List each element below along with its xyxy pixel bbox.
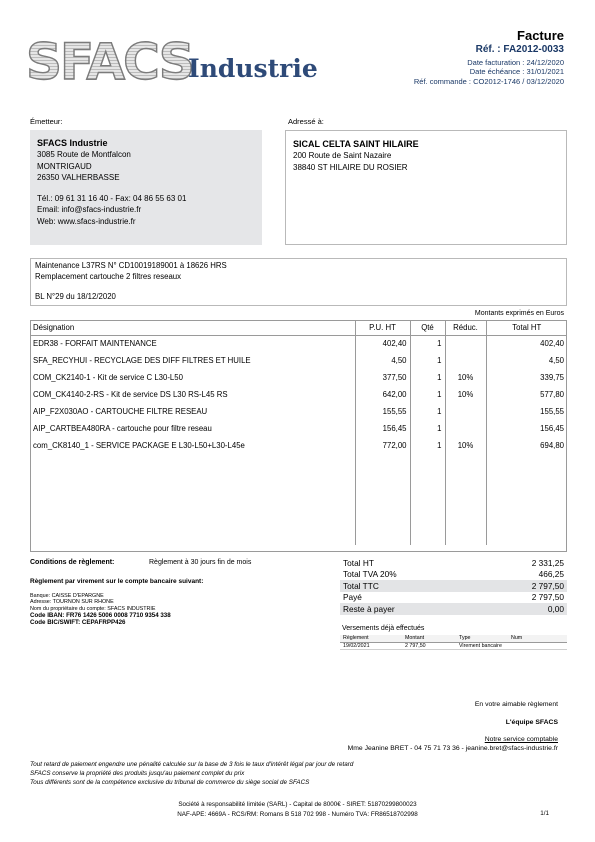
total-label: Payé (343, 592, 362, 603)
row-qty: 1 (410, 420, 445, 437)
emitter-name: SFACS Industrie (37, 138, 108, 148)
row-discount (445, 352, 486, 369)
transfer-title: Règlement par virement sur le compte bancaire suivant: (30, 578, 204, 585)
recipient-name: SICAL CELTA SAINT HILAIRE (293, 139, 419, 149)
row-discount (445, 335, 486, 352)
emitter-address-2: MONTRIGAUD (37, 161, 92, 171)
legal-line-1: Tout retard de paiement engendre une pénalité calculée sur la base de 3 fois le taux d'intérêt légal par jour de retard (30, 761, 354, 768)
note-line-3: BL N°29 du 18/12/2020 (35, 292, 116, 302)
payment-date: 19/02/2021 (340, 642, 402, 650)
row-discount: 10% (445, 386, 486, 403)
col-total: Total HT (486, 320, 567, 335)
col-unit-price: P.U. HT (355, 320, 410, 335)
footer-line-2: NAF-APE: 4669A - RCS/RM: Romans B 518 702 998 - Numéro TVA: FR86518702998 (177, 810, 418, 818)
bank-details (30, 593, 320, 627)
table-row (30, 403, 567, 420)
items-header-row (30, 320, 567, 335)
currency-note: Montants exprimés en Euros (474, 310, 564, 317)
col-payment-num: Num (508, 635, 567, 642)
table-row (30, 386, 567, 403)
row-qty: 1 (410, 369, 445, 386)
row-designation: COM_CK4140-2-RS - Kit de service DS L30 RS-L45 RS (30, 386, 355, 403)
emitter-website: Web: www.sfacs-industrie.fr (37, 216, 136, 226)
payment-type: Virement bancaire (456, 642, 508, 650)
accounting-service: Notre service comptable (484, 736, 558, 743)
row-total: 156,45 (540, 424, 564, 433)
emitter-address-3: 26350 VALHERBASSE (37, 173, 120, 182)
emitter-phone-fax: Tél.: 09 61 31 16 40 - Fax: 04 86 55 63 01 (37, 193, 187, 203)
footer-line-1: Société à responsabilité limitée (SARL) - Capital de 8000€ - SIRET: 51870299800023 (178, 801, 417, 808)
company-footer (0, 800, 595, 819)
row-qty: 1 (410, 335, 445, 352)
row-qty: 1 (410, 403, 445, 420)
row-unit-price: 156,45 (355, 420, 410, 437)
row-discount (445, 403, 486, 420)
payments-header-row (340, 635, 567, 642)
legal-line-3: Tous différents sont de la compétence exclusive du tribunal de commerce du siège social de SFACS (30, 778, 310, 786)
bic-swift: Code BIC/SWIFT: CEPAFRPP426 (30, 619, 126, 627)
col-qty: Qté (410, 320, 445, 335)
accounting-contact: Mme Jeanine BRET - 04 75 71 73 36 - jeanine.bret@sfacs-industrie.fr (347, 745, 558, 752)
row-total: 4,50 (548, 356, 564, 365)
company-logo (26, 34, 318, 90)
bank-name: Banque: CAISSE D'EPARGNE (30, 593, 104, 599)
emitter-label: Émetteur: (30, 117, 63, 126)
recipient-label: Adressé à: (288, 117, 324, 126)
col-designation: Désignation (30, 320, 355, 335)
payment-amount: 2 797,50 (402, 642, 456, 650)
col-discount: Réduc. (445, 320, 486, 335)
payments-title: Versements déjà effectués (342, 625, 425, 632)
total-label: Total TVA 20% (343, 569, 397, 580)
row-discount: 10% (445, 369, 486, 386)
row-unit-price: 4,50 (355, 352, 410, 369)
conditions-value: Règlement à 30 jours fin de mois (149, 559, 252, 566)
closing-greeting: En votre aimable règlement (474, 701, 558, 708)
total-value: 2 331,25 (531, 557, 564, 568)
table-row (30, 335, 567, 352)
bank-address: Adresse: TOURNON SUR RHONE (30, 599, 114, 606)
payments-table (340, 635, 567, 650)
col-payment-amount: Montant (402, 635, 456, 642)
emitter-email: Email: info@sfacs-industrie.fr (37, 205, 142, 214)
total-value: 2 797,50 (531, 592, 564, 603)
row-designation: SFA_RECYHUI - RECYCLAGE DES DIFF FILTRES ET HUILE (30, 352, 355, 369)
row-qty: 1 (410, 386, 445, 403)
note-line-1: Maintenance L37RS N° CD10019189001 à 18626 HRS (35, 261, 227, 270)
table-row (30, 437, 567, 454)
table-row (30, 369, 567, 386)
totals-table (340, 557, 567, 615)
row-designation: com_CK8140_1 - SERVICE PACKAGE E L30-L50+L30-L45e (30, 437, 355, 454)
row-discount (445, 420, 486, 437)
row-total: 339,75 (540, 373, 564, 382)
payment-conditions (30, 558, 320, 627)
page-number: 1/1 (540, 810, 549, 817)
emitter-box (30, 130, 262, 245)
total-label: Total TTC (340, 580, 478, 592)
legal-mentions (30, 761, 353, 787)
account-owner: Nom du propriétaire du compte: SFACS INDUSTRIE (30, 605, 156, 612)
invoice-reference: Réf. : FA2012-0033 (475, 44, 564, 55)
table-row (30, 420, 567, 437)
row-qty: 1 (410, 437, 445, 454)
table-row (30, 352, 567, 369)
total-value: 0,00 (478, 603, 567, 615)
recipient-box (285, 130, 567, 245)
row-discount: 10% (445, 437, 486, 454)
total-label: Total HT (343, 557, 374, 568)
recipient-address-2: 38840 ST HILAIRE DU ROSIER (293, 162, 408, 172)
legal-line-2: SFACS conserve la propriété des produits jusqu'au paiement complet du prix (30, 769, 245, 777)
closing-team: L'équipe SFACS (505, 719, 558, 726)
row-designation: AIP_F2X030AO - CARTOUCHE FILTRE RESEAU (30, 403, 355, 420)
invoice-notes (30, 258, 567, 306)
recipient-address-1: 200 Route de Saint Nazaire (293, 151, 392, 160)
row-total: 577,80 (540, 390, 564, 399)
total-value: 2 797,50 (478, 580, 567, 592)
invoice-date: Date facturation : 24/12/2020 (467, 58, 564, 67)
row-unit-price: 377,50 (355, 369, 410, 386)
logo-subtitle: Industrie (188, 54, 318, 83)
row-unit-price: 642,00 (355, 386, 410, 403)
emitter-address-1: 3085 Route de Montfalcon (37, 150, 131, 159)
total-label: Reste à payer (340, 603, 478, 615)
total-row (340, 580, 567, 592)
total-row (340, 603, 567, 615)
total-row (340, 557, 567, 569)
logo-wordmark: SFACS (26, 33, 193, 91)
items-table (30, 320, 567, 545)
due-date: Date échéance : 31/01/2021 (469, 67, 564, 76)
row-unit-price: 155,55 (355, 403, 410, 420)
row-designation: AIP_CARTBEA480RA - cartouche pour filtre reseau (30, 420, 355, 437)
row-qty: 1 (410, 352, 445, 369)
table-filler-row (30, 454, 567, 545)
total-row (340, 569, 567, 581)
total-row (340, 592, 567, 604)
order-reference: Réf. commande : CO2012-1746 / 03/12/2020 (413, 77, 564, 86)
col-payment-type: Type (456, 635, 508, 642)
conditions-label: Conditions de règlement: (30, 559, 115, 566)
row-total: 694,80 (540, 441, 564, 450)
col-payment-date: Règlement (340, 635, 402, 642)
total-value: 466,25 (538, 569, 564, 580)
table-row (340, 642, 567, 650)
row-unit-price: 772,00 (355, 437, 410, 454)
row-unit-price: 402,40 (355, 335, 410, 352)
row-designation: COM_CK2140-1 - Kit de service C L30-L50 (30, 369, 355, 386)
note-line-2: Remplacement cartouche 2 filtres reseaux (35, 271, 182, 281)
document-title: Facture (517, 28, 564, 43)
payment-num (508, 642, 567, 650)
row-total: 155,55 (540, 407, 564, 416)
iban: Code IBAN: FR76 1426 5006 0008 7710 9354 338 (30, 612, 171, 620)
row-designation: EDR38 - FORFAIT MAINTENANCE (30, 335, 355, 352)
row-total: 402,40 (540, 339, 564, 349)
